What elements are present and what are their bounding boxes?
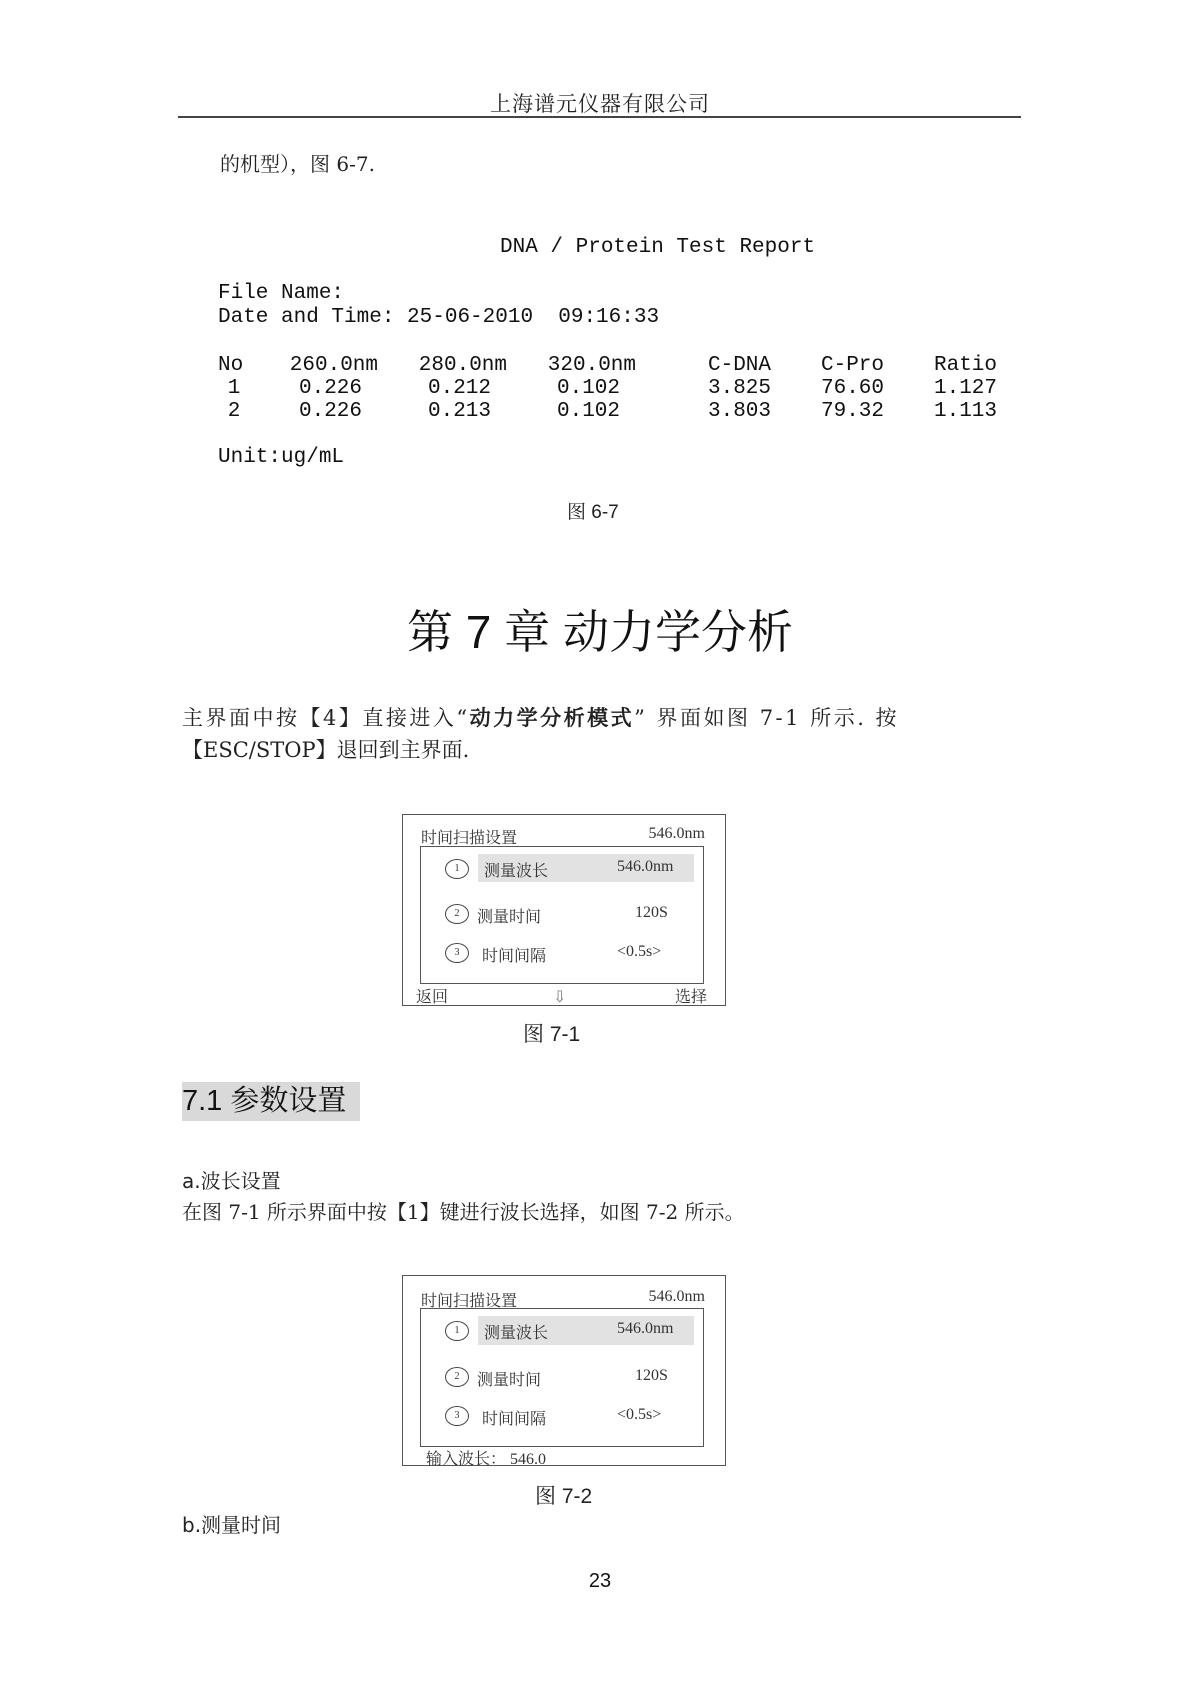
cell-ratio: 1.127	[933, 377, 997, 400]
chapter-title: 第 7 章 动力学分析	[407, 606, 793, 658]
lcd-select-softkey[interactable]: 选择	[674, 989, 707, 1006]
cell-no: 1	[227, 377, 241, 400]
lcd-header-wavelength: 546.0nm	[648, 825, 705, 842]
wavelength-instruction: 在图 7-1 所示界面中按【1】键进行波长选择，如图 7-2 所示。	[182, 1200, 745, 1224]
cell-cdna: 3.825	[707, 377, 771, 400]
report-file-name: File Name:	[218, 282, 345, 305]
lcd-menu-box	[420, 1308, 704, 1447]
col-260: 260.0nm	[289, 354, 378, 377]
col-no: No	[218, 354, 244, 377]
subheading-wavelength-setting: a.波长设置	[182, 1169, 281, 1193]
item-number-2-icon: 2	[445, 904, 469, 924]
subheading-measure-time: b.测量时间	[182, 1513, 282, 1537]
header-divider	[178, 116, 1021, 118]
cell-280: 0.212	[427, 377, 491, 400]
section-heading-7-1: 7.1 参数设置	[182, 1082, 360, 1121]
item-number-3-icon: 3	[445, 1406, 469, 1426]
col-ratio: Ratio	[933, 354, 997, 377]
report-title: DNA / Protein Test Report	[500, 236, 816, 259]
lcd-header-title: 时间扫描设置	[421, 1293, 518, 1310]
intro-text-1: 主界面中按【4】直接进入“	[182, 706, 470, 730]
item-number-3-icon: 3	[445, 943, 469, 963]
wavelength-input-field[interactable]: 输入波长： 546.0	[426, 1451, 547, 1468]
report-table	[218, 354, 997, 423]
report-date-time: Date and Time: 25-06-2010 09:16:33	[218, 306, 660, 329]
page-number: 23	[588, 1570, 612, 1592]
page-header-company: 上海谱元仪器有限公司	[490, 92, 710, 116]
menu-item-interval[interactable]: 时间间隔	[482, 1411, 547, 1428]
col-280: 280.0nm	[418, 354, 507, 377]
cell-cdna: 3.803	[707, 400, 771, 423]
cell-ratio: 1.113	[933, 400, 997, 423]
figure-caption-7-2: 图 7-2	[535, 1485, 593, 1508]
menu-item-measure-time[interactable]: 测量时间	[477, 1372, 542, 1389]
intro-text-2: ” 界面如图 7-1 所示. 按	[634, 706, 900, 730]
table-row	[218, 400, 997, 423]
menu-value-interval: <0.5s>	[617, 943, 662, 960]
cell-280: 0.213	[427, 400, 491, 423]
col-cpro: C-Pro	[820, 354, 884, 377]
item-number-2-icon: 2	[445, 1367, 469, 1387]
intro-mode-name: 动力学分析模式	[469, 706, 635, 730]
col-cdna: C-DNA	[707, 354, 771, 377]
item-number-1-icon: 1	[445, 1321, 469, 1341]
menu-item-interval[interactable]: 时间间隔	[482, 948, 547, 965]
figure-caption-7-1: 图 7-1	[523, 1023, 581, 1046]
lcd-screen-fig-7-1	[402, 814, 726, 1006]
table-row	[218, 377, 997, 400]
cell-cpro: 76.60	[820, 377, 884, 400]
chapter-intro-paragraph	[182, 702, 1012, 734]
cell-no: 2	[227, 400, 241, 423]
menu-item-wavelength[interactable]: 测量波长	[484, 863, 549, 880]
cell-320: 0.102	[556, 400, 620, 423]
menu-value-wavelength: 546.0nm	[617, 1320, 674, 1337]
chapter-intro-line2: 【ESC/STOP】退回到主界面.	[182, 738, 470, 762]
scroll-down-arrow-icon: ⇩	[553, 989, 567, 1006]
report-table-header	[218, 354, 997, 377]
menu-item-measure-time[interactable]: 测量时间	[477, 909, 542, 926]
cell-320: 0.102	[556, 377, 620, 400]
menu-value-interval: <0.5s>	[617, 1406, 662, 1423]
lcd-screen-fig-7-2	[402, 1275, 726, 1466]
cell-260: 0.226	[298, 377, 362, 400]
lcd-menu-box	[420, 846, 704, 984]
figure-caption-6-7: 图 6-7	[567, 502, 619, 523]
intro-line: 的机型），图 6-7.	[220, 152, 375, 176]
menu-item-wavelength[interactable]: 测量波长	[484, 1325, 549, 1342]
menu-value-measure-time: 120S	[635, 904, 668, 921]
lcd-back-softkey[interactable]: 返回	[416, 989, 449, 1006]
item-number-1-icon: 1	[445, 859, 469, 879]
lcd-header-wavelength: 546.0nm	[648, 1288, 705, 1305]
col-320: 320.0nm	[547, 354, 636, 377]
cell-cpro: 79.32	[820, 400, 884, 423]
cell-260: 0.226	[298, 400, 362, 423]
report-unit: Unit:ug/mL	[218, 446, 345, 469]
menu-value-wavelength: 546.0nm	[617, 858, 674, 875]
menu-value-measure-time: 120S	[635, 1367, 668, 1384]
lcd-header-title: 时间扫描设置	[421, 830, 518, 847]
